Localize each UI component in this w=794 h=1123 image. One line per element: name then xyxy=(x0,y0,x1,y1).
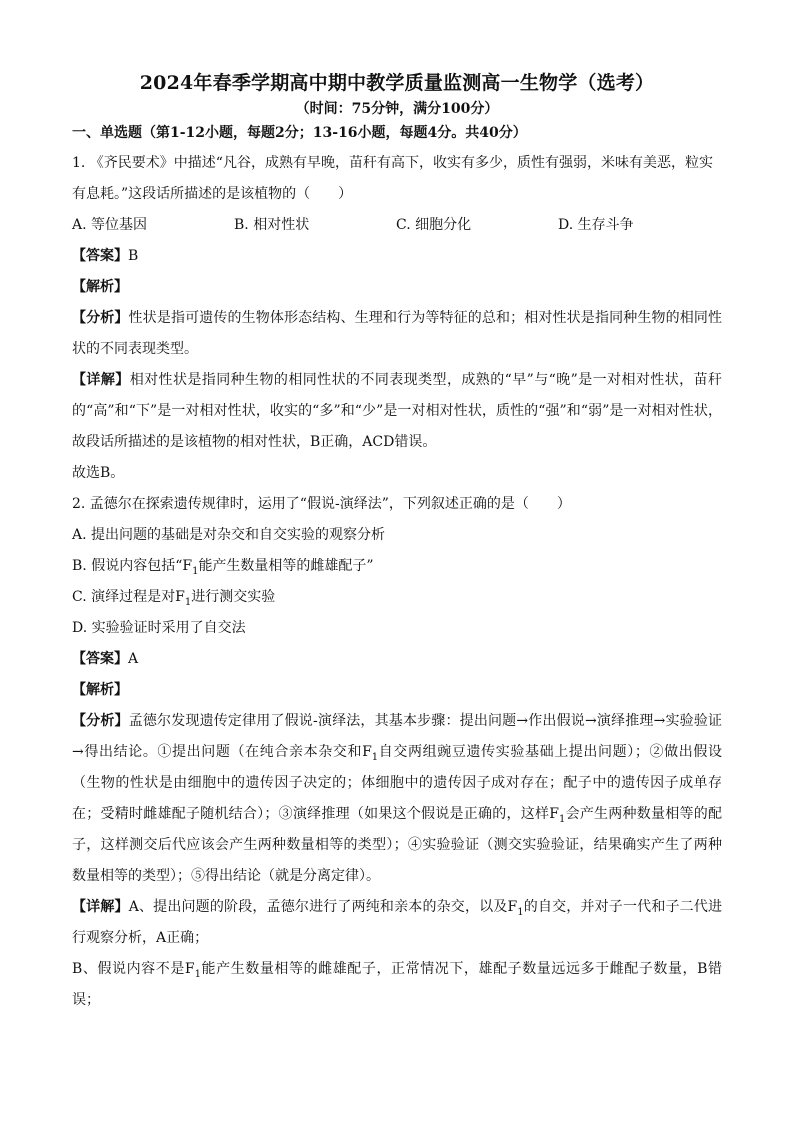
question-1-conclusion: 故选B。 xyxy=(72,465,125,481)
option-c-pre: C. 演绎过程是对F xyxy=(72,589,185,605)
xiangjie-a-text-2: 的自交，并对子一代和子二代进行观察分析，A正确； xyxy=(72,899,723,946)
option-c-post: 进行测交实验 xyxy=(191,589,276,605)
question-1-xiangjie xyxy=(72,365,722,458)
answer-value: A xyxy=(128,651,139,667)
answer-value: B xyxy=(128,248,139,264)
question-1-stem-line-1: 1. 《齐民要术》中描述“凡谷，成熟有早晚，苗秆有高下，收实有多少，质性有强弱，米味有美恶，粒实 xyxy=(72,155,713,171)
question-1 xyxy=(72,148,722,489)
answer-tag: 【答案】 xyxy=(72,248,128,264)
question-2-option-b xyxy=(72,551,722,582)
question-2-xiangjie-a xyxy=(72,892,722,954)
question-1-stem-line-2: 有息耗。”这段话所描述的是该植物的（ ） xyxy=(72,186,353,202)
question-2-option-c xyxy=(72,582,722,613)
question-1-answer xyxy=(72,241,722,272)
question-2-fenxi xyxy=(72,706,722,892)
fenxi-sub-2: 1 xyxy=(558,813,566,825)
fenxi-text-3: 会产生两种数量相等的配子，这样测交后代应该会产生两种数量相等的类型）；④实验验证（测交实验验证，结果确实产生了两种数量相等的类型）；⑤得出结论（就是分离定律）。 xyxy=(72,806,722,884)
question-1-options xyxy=(72,210,722,241)
option-b-sub: 1 xyxy=(192,565,199,577)
analysis-tag: 【解析】 xyxy=(72,682,128,698)
question-2-option-a: A. 提出问题的基础是对杂交和自交实验的观察分析 xyxy=(72,527,386,543)
question-2-analysis-heading xyxy=(72,675,722,706)
option-b-post: 能产生数量相等的雌雄配子” xyxy=(198,558,374,574)
section-heading: 一、单选题（第1-12小题，每题2分；13-16小题，每题4分。共40分） xyxy=(72,125,527,141)
xiangjie-a-text-1: A、提出问题的阶段，孟德尔进行了两纯和亲本的杂交，以及F xyxy=(128,899,518,915)
fenxi-tag: 【分析】 xyxy=(72,713,129,729)
question-1-option-a: A. 等位基因 xyxy=(72,217,148,233)
fenxi-text-2: 自交两组豌豆遗传实验基础上提出问题）；②做出假设（生物的性状是由细胞中的遗传因子决定的；体细胞中的遗传因子成对存在；配子中的遗传因子成单存在；受精时雌雄配子随机结合）；③演绎推理（如果这个假说是正确的，这样F xyxy=(72,744,722,822)
xiangjie-tag: 【详解】 xyxy=(72,899,129,915)
question-1-option-c: C. 细胞分化 xyxy=(396,217,472,233)
question-2-xiangjie-b xyxy=(72,954,722,1016)
question-1-fenxi xyxy=(72,303,722,365)
xiangjie-text: 相对性状是指同种生物的相同性状的不同表现类型，成熟的“早”与“晚”是一对相对性状，苗秆的“高”和“下”是一对相对性状，收实的“多”和“少”是一对相对性状，质性的“强”和“弱”是一对相对性状，故段话所描述的是该植物的相对性状，B正确，ACD错误。 xyxy=(72,372,722,450)
question-1-analysis-heading xyxy=(72,272,722,303)
page-title: 2024年春季学期高中期中教学质量监测高一生物学（选考） xyxy=(139,72,655,94)
question-2 xyxy=(72,489,722,1016)
question-1-option-b: B. 相对性状 xyxy=(234,217,310,233)
xiangjie-b-sub: 1 xyxy=(194,968,201,980)
exam-time-info: （时间：75分钟，满分100分） xyxy=(295,101,499,117)
fenxi-text: 性状是指可遗传的生物体形态结构、生理和行为等特征的总和；相对性状是指同种生物的相同性状的不同表现类型。 xyxy=(72,310,723,357)
question-1-option-d: D. 生存斗争 xyxy=(558,217,634,233)
fenxi-sub-1: 1 xyxy=(371,751,379,763)
xiangjie-a-sub: 1 xyxy=(517,906,524,918)
answer-tag: 【答案】 xyxy=(72,651,128,667)
xiangjie-b-text-1: B、假说内容不是F xyxy=(72,961,195,977)
analysis-tag: 【解析】 xyxy=(72,279,128,295)
xiangjie-tag: 【详解】 xyxy=(72,372,130,388)
question-2-stem: 2. 孟德尔在探索遗传规律时，运用了“假说-演绎法”，下列叙述正确的是（ ） xyxy=(72,496,571,512)
question-2-option-d: D. 实验验证时采用了自交法 xyxy=(72,620,246,636)
option-c-sub: 1 xyxy=(184,596,192,608)
fenxi-text-1: 孟德尔发现遗传定律用了假说-演绎法，其基本步骤：提出问题→作出假说→演绎推理→实验验证→得出结论。①提出问题（在纯合亲本杂交和F xyxy=(72,713,722,760)
fenxi-tag: 【分析】 xyxy=(72,310,129,326)
question-2-answer xyxy=(72,644,722,675)
xiangjie-b-text-2: 能产生数量相等的雌雄配子，正常情况下，雄配子数量远远多于雌配子数量，B错误； xyxy=(72,961,722,1008)
option-b-pre: B. 假说内容包括“F xyxy=(72,558,193,574)
